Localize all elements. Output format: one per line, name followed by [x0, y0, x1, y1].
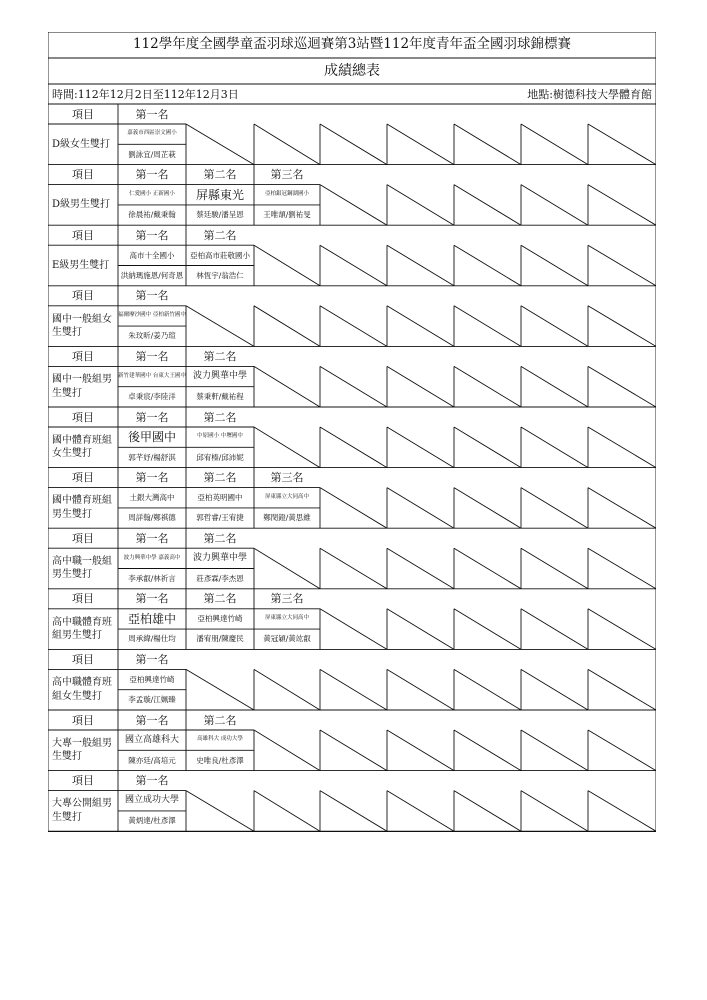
winner-school: 嘉義市西區崇文國小 — [127, 130, 177, 137]
winner-school: 國立高雄科大 — [124, 734, 179, 745]
winner-school: 亞柏興達竹崎 — [129, 674, 175, 684]
event-name: 大專一般組男生雙打 — [52, 737, 112, 763]
item-header: 項目 — [72, 349, 94, 363]
empty-cell-slash — [387, 306, 454, 347]
empty-cell-slash — [320, 609, 387, 650]
event-name: 國中體育班組男生雙打 — [52, 495, 112, 520]
winner-players: 郭芊妤/楊舒淇 — [128, 452, 176, 462]
empty-cell-slash — [387, 730, 454, 771]
empty-cell-slash — [588, 609, 656, 650]
empty-cell-slash — [521, 730, 588, 771]
empty-cell-slash — [320, 730, 387, 771]
winner-school: 亞柏興達竹崎 — [197, 614, 243, 624]
winner-school: 亞柏高市莊敬國小 — [190, 250, 250, 260]
empty-cell-slash — [320, 488, 387, 529]
winner-school: 福爾摩沙國中 亞柏新竹國中 — [118, 312, 186, 319]
empty-cell-slash — [320, 306, 387, 347]
winner-school: 波力興華中學 嘉義高中 — [123, 554, 181, 561]
winner-players: 潘宥朋/陳慶民 — [196, 634, 244, 644]
empty-cell-slash — [254, 730, 320, 771]
item-header: 項目 — [72, 228, 94, 242]
empty-cell-slash — [254, 669, 320, 710]
empty-cell-slash — [588, 306, 656, 347]
empty-cell-slash — [387, 366, 454, 407]
winner-school: 波力興華中學 — [192, 371, 247, 382]
winner-players: 郭哲睿/王宥捷 — [196, 513, 244, 523]
empty-cell-slash — [521, 791, 588, 832]
rank-header: 第一名 — [135, 774, 169, 788]
rank-header: 第一名 — [135, 592, 169, 606]
item-header: 項目 — [72, 774, 94, 788]
empty-cell-slash — [254, 548, 320, 589]
sheet-subtitle: 成績總表 — [324, 63, 380, 79]
empty-cell-slash — [387, 124, 454, 165]
empty-cell-slash — [454, 427, 521, 468]
winner-school: 土銀大灣高中 — [129, 492, 175, 502]
empty-cell-slash — [454, 548, 521, 589]
winner-players: 王唯頡/劉祐旻 — [263, 210, 311, 220]
empty-cell-slash — [320, 366, 387, 407]
winner-school: 中原國小 中壢國中 — [197, 433, 243, 440]
empty-cell-slash — [588, 730, 656, 771]
empty-cell-slash — [387, 609, 454, 650]
event-name: 國中體育班組女生雙打 — [52, 434, 112, 460]
item-header: 項目 — [72, 471, 94, 485]
winner-school: 波力興華中學 — [192, 552, 247, 563]
empty-cell-slash — [186, 124, 254, 165]
empty-cell-slash — [588, 366, 656, 407]
sheet-title: 112學年度全國學童盃羽球巡迴賽第3站暨112年度青年盃全國羽球錦標賽 — [132, 36, 572, 53]
empty-cell-slash — [521, 427, 588, 468]
item-header: 項目 — [72, 168, 94, 182]
empty-cell-slash — [186, 306, 254, 347]
winner-school: 屏東縣立大同高中 — [264, 615, 309, 622]
rank-header: 第一名 — [135, 713, 169, 727]
empty-cell-slash — [320, 791, 387, 832]
empty-cell-slash — [588, 791, 656, 832]
event-name: E級男生雙打 — [52, 259, 110, 271]
empty-cell-slash — [387, 185, 454, 226]
event-name: 高中職體育班組男生雙打 — [52, 616, 112, 642]
empty-cell-slash — [254, 791, 320, 832]
empty-cell-slash — [387, 791, 454, 832]
empty-cell-slash — [320, 185, 387, 226]
winner-players: 黃冠穎/黃竑叡 — [263, 634, 311, 644]
empty-cell-slash — [454, 791, 521, 832]
empty-cell-slash — [454, 609, 521, 650]
winner-school: 高雄科大 成功大學 — [197, 736, 243, 743]
rank-header: 第二名 — [203, 168, 237, 182]
winner-school: 後甲國中 — [127, 430, 176, 445]
results-sheet — [48, 32, 656, 832]
item-header: 項目 — [72, 289, 94, 303]
winner-school: 國立成功大學 — [124, 795, 179, 806]
empty-cell-slash — [521, 306, 588, 347]
empty-cell-slash — [521, 366, 588, 407]
winner-players: 莊彥霖/李杰恩 — [196, 573, 244, 583]
event-name: 國中一般組男生雙打 — [52, 374, 112, 399]
empty-cell-slash — [588, 427, 656, 468]
winner-players: 邱宥榛/邱沛妮 — [196, 452, 244, 462]
rank-header: 第一名 — [135, 471, 169, 485]
winner-players: 黃炳達/杜彥澤 — [128, 816, 176, 826]
winner-players: 陳亦廷/高培元 — [128, 755, 176, 765]
empty-cell-slash — [454, 669, 521, 710]
rank-header: 第一名 — [135, 289, 169, 303]
rank-header: 第三名 — [270, 168, 304, 182]
empty-cell-slash — [521, 245, 588, 286]
winner-players: 蔡秉軒/戴祐程 — [196, 392, 244, 402]
rank-header: 第一名 — [135, 531, 169, 545]
winner-players: 李孟璇/江姵臻 — [128, 695, 176, 705]
winner-players: 林恆宇/翁浩仁 — [196, 270, 244, 280]
rank-header: 第一名 — [135, 168, 169, 182]
empty-cell-slash — [588, 185, 656, 226]
winner-players: 史唯良/杜彥澤 — [196, 755, 244, 765]
empty-cell-slash — [320, 427, 387, 468]
item-header: 項目 — [72, 107, 94, 121]
winner-school: 屏東縣立大同高中 — [264, 493, 309, 500]
empty-cell-slash — [320, 124, 387, 165]
item-header: 項目 — [72, 592, 94, 606]
rank-header: 第二名 — [203, 531, 237, 545]
item-header: 項目 — [72, 652, 94, 666]
empty-cell-slash — [387, 427, 454, 468]
empty-cell-slash — [254, 366, 320, 407]
empty-cell-slash — [454, 488, 521, 529]
empty-cell-slash — [588, 488, 656, 529]
empty-cell-slash — [320, 245, 387, 286]
winner-school: 亞柏英明國中 — [197, 492, 243, 502]
winner-school: 高市十全國小 — [129, 250, 175, 260]
rank-header: 第二名 — [203, 410, 237, 424]
winner-players: 朱玟昕/姜乃瑄 — [128, 331, 176, 341]
winner-players: 周詳翰/鄭祺德 — [128, 513, 176, 523]
empty-cell-slash — [254, 306, 320, 347]
empty-cell-slash — [454, 306, 521, 347]
winner-players: 劉詠宜/周芷萩 — [128, 149, 176, 159]
winner-players: 洪納瑪施恩/何奇恩 — [120, 270, 184, 280]
empty-cell-slash — [254, 427, 320, 468]
empty-cell-slash — [320, 548, 387, 589]
empty-cell-slash — [387, 548, 454, 589]
empty-cell-slash — [387, 669, 454, 710]
winner-school: 屏縣東光 — [195, 187, 244, 202]
empty-cell-slash — [454, 124, 521, 165]
item-header: 項目 — [72, 531, 94, 545]
empty-cell-slash — [588, 245, 656, 286]
empty-cell-slash — [521, 669, 588, 710]
empty-cell-slash — [454, 366, 521, 407]
empty-cell-slash — [186, 669, 254, 710]
rank-header: 第三名 — [270, 471, 304, 485]
rank-header: 第一名 — [135, 652, 169, 666]
empty-cell-slash — [387, 488, 454, 529]
event-name: 國中一般組女生雙打 — [52, 313, 112, 339]
rank-header: 第二名 — [203, 349, 237, 363]
rank-header: 第二名 — [203, 471, 237, 485]
empty-cell-slash — [254, 124, 320, 165]
empty-cell-slash — [320, 669, 387, 710]
rank-header: 第二名 — [203, 228, 237, 242]
empty-cell-slash — [588, 548, 656, 589]
winner-school: 仁愛國小 正新國小 — [129, 190, 175, 197]
empty-cell-slash — [521, 124, 588, 165]
winner-school: 新竹建華國中 台東大王國中 — [118, 372, 186, 379]
empty-cell-slash — [521, 609, 588, 650]
winner-players: 李承叡/林祈言 — [128, 573, 176, 583]
empty-cell-slash — [454, 245, 521, 286]
empty-cell-slash — [521, 548, 588, 589]
empty-cell-slash — [521, 488, 588, 529]
winner-players: 蔡廷駿/潘呈恩 — [196, 210, 244, 220]
empty-cell-slash — [588, 124, 656, 165]
event-venue: 地點:樹德科技大學體育館 — [527, 87, 652, 101]
rank-header: 第三名 — [270, 592, 304, 606]
rank-header: 第二名 — [203, 713, 237, 727]
event-name: 高中職體育班組女生雙打 — [52, 677, 112, 702]
winner-players: 鄭閔鐙/黃思維 — [263, 513, 311, 523]
empty-cell-slash — [254, 245, 320, 286]
event-name: 高中職一般組男生雙打 — [52, 555, 112, 581]
empty-cell-slash — [186, 791, 254, 832]
winner-players: 周承緯/楊仕均 — [128, 634, 176, 644]
event-date: 時間:112年12月2日至112年12月3日 — [52, 87, 239, 101]
empty-cell-slash — [454, 730, 521, 771]
empty-cell-slash — [588, 669, 656, 710]
event-name: D級男生雙打 — [52, 199, 111, 211]
item-header: 項目 — [72, 713, 94, 727]
winner-players: 卓秉宸/李陸洋 — [128, 392, 176, 402]
empty-cell-slash — [521, 185, 588, 226]
rank-header: 第一名 — [135, 107, 169, 121]
empty-cell-slash — [387, 245, 454, 286]
rank-header: 第一名 — [135, 349, 169, 363]
winner-school: 亞柏銀冠鋼湖國小 — [264, 190, 309, 197]
rank-header: 第一名 — [135, 228, 169, 242]
winner-players: 徐晨祐/戴秉翰 — [128, 210, 176, 220]
event-name: 大專公開組男生雙打 — [52, 798, 112, 823]
empty-cell-slash — [454, 185, 521, 226]
rank-header: 第二名 — [203, 592, 237, 606]
winner-school: 亞柏雄中 — [127, 611, 176, 626]
item-header: 項目 — [72, 410, 94, 424]
event-name: D級女生雙打 — [52, 138, 111, 150]
rank-header: 第一名 — [135, 410, 169, 424]
